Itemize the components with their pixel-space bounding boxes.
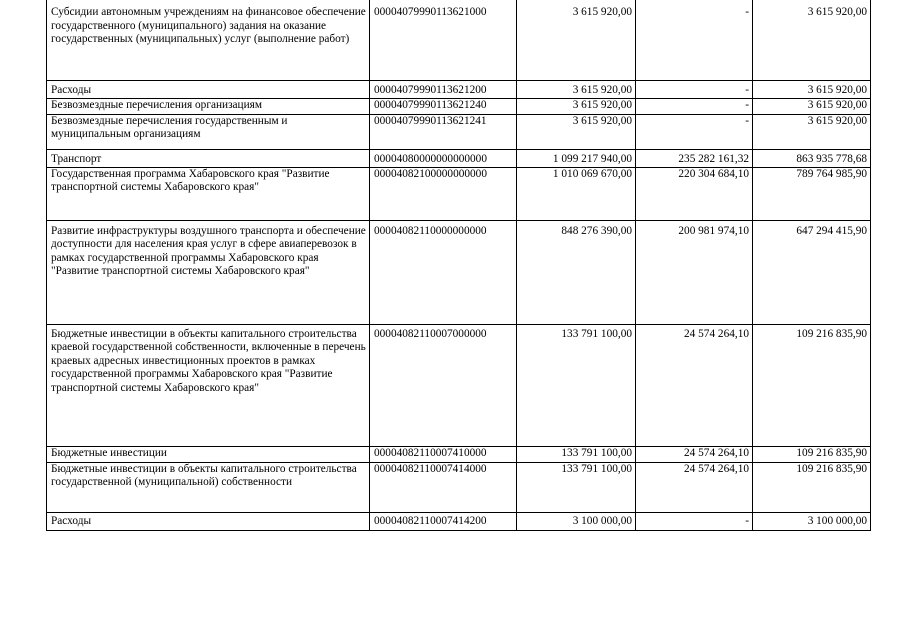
row-plan-cell: 1 099 217 940,00 — [517, 149, 636, 167]
row-name-cell: Государственная программа Хабаровского края "Развитие транспортной системы Хабаровского края" — [47, 167, 370, 220]
table-row — [47, 512, 871, 530]
table-row — [47, 149, 871, 167]
row-remaining-cell: 109 216 835,90 — [753, 462, 871, 512]
row-plan-cell: 133 791 100,00 — [517, 462, 636, 512]
row-code-cell: 00004082110007000000 — [370, 324, 517, 446]
row-remaining-cell: 109 216 835,90 — [753, 446, 871, 462]
row-plan-cell: 1 010 069 670,00 — [517, 167, 636, 220]
row-remaining-cell: 3 615 920,00 — [753, 98, 871, 114]
row-remaining-cell: 3 615 920,00 — [753, 0, 871, 80]
row-executed-cell: - — [636, 98, 753, 114]
row-code-cell: 00004082110000000000 — [370, 220, 517, 324]
budget-execution-table — [46, 0, 871, 531]
row-remaining-cell: 789 764 985,90 — [753, 167, 871, 220]
row-plan-cell: 3 615 920,00 — [517, 114, 636, 149]
table-row — [47, 0, 871, 80]
row-code-cell: 00004082110007414200 — [370, 512, 517, 530]
row-executed-cell: 24 574 264,10 — [636, 446, 753, 462]
row-code-cell: 00004082100000000000 — [370, 167, 517, 220]
row-code-cell: 00004080000000000000 — [370, 149, 517, 167]
row-name-cell: Бюджетные инвестиции в объекты капитального строительства государственной (муниципальной) собственности — [47, 462, 370, 512]
row-executed-cell: - — [636, 114, 753, 149]
row-code-cell: 00004079990113621241 — [370, 114, 517, 149]
table-row — [47, 98, 871, 114]
row-name-cell: Безвозмездные перечисления государственным и муниципальным организациям — [47, 114, 370, 149]
row-executed-cell: 200 981 974,10 — [636, 220, 753, 324]
row-executed-cell: 235 282 161,32 — [636, 149, 753, 167]
row-name-cell: Бюджетные инвестиции — [47, 446, 370, 462]
row-remaining-cell: 3 615 920,00 — [753, 80, 871, 98]
table-row — [47, 114, 871, 149]
row-executed-cell: - — [636, 80, 753, 98]
table-row — [47, 167, 871, 220]
row-plan-cell: 3 615 920,00 — [517, 0, 636, 80]
row-name-cell: Расходы — [47, 80, 370, 98]
row-remaining-cell: 863 935 778,68 — [753, 149, 871, 167]
row-remaining-cell: 3 615 920,00 — [753, 114, 871, 149]
row-plan-cell: 3 615 920,00 — [517, 98, 636, 114]
row-plan-cell: 3 615 920,00 — [517, 80, 636, 98]
row-name-cell: Развитие инфраструктуры воздушного транспорта и обеспечение доступности для населения края услуг в сфере авиаперевозок в рамках государственной программы Хабаровского края "Развитие транспортной системы Хабаровского края" — [47, 220, 370, 324]
row-executed-cell: 220 304 684,10 — [636, 167, 753, 220]
row-plan-cell: 133 791 100,00 — [517, 446, 636, 462]
row-remaining-cell: 109 216 835,90 — [753, 324, 871, 446]
row-executed-cell: - — [636, 512, 753, 530]
table-row — [47, 80, 871, 98]
row-executed-cell: 24 574 264,10 — [636, 462, 753, 512]
row-name-cell: Безвозмездные перечисления организациям — [47, 98, 370, 114]
row-name-cell: Субсидии автономным учреждениям на финансовое обеспечение государственного (муниципального) задания на оказание государственных (муниципальных) услуг (выполнение работ) — [47, 0, 370, 80]
row-code-cell: 00004082110007414000 — [370, 462, 517, 512]
table-row — [47, 220, 871, 324]
table-row — [47, 446, 871, 462]
row-remaining-cell: 3 100 000,00 — [753, 512, 871, 530]
row-executed-cell: 24 574 264,10 — [636, 324, 753, 446]
row-code-cell: 00004079990113621000 — [370, 0, 517, 80]
table-row — [47, 462, 871, 512]
row-remaining-cell: 647 294 415,90 — [753, 220, 871, 324]
table-row — [47, 324, 871, 446]
row-plan-cell: 848 276 390,00 — [517, 220, 636, 324]
row-name-cell: Расходы — [47, 512, 370, 530]
row-code-cell: 00004082110007410000 — [370, 446, 517, 462]
row-executed-cell: - — [636, 0, 753, 80]
row-plan-cell: 3 100 000,00 — [517, 512, 636, 530]
row-name-cell: Бюджетные инвестиции в объекты капитального строительства краевой государственной собственности, включенные в перечень краевых адресных инвестиционных проектов в рамках государственной программы Хабаровского края "Развитие транспортной системы Хабаровского края" — [47, 324, 370, 446]
row-name-cell: Транспорт — [47, 149, 370, 167]
row-code-cell: 00004079990113621200 — [370, 80, 517, 98]
row-code-cell: 00004079990113621240 — [370, 98, 517, 114]
budget-report-page — [46, 0, 870, 531]
row-plan-cell: 133 791 100,00 — [517, 324, 636, 446]
